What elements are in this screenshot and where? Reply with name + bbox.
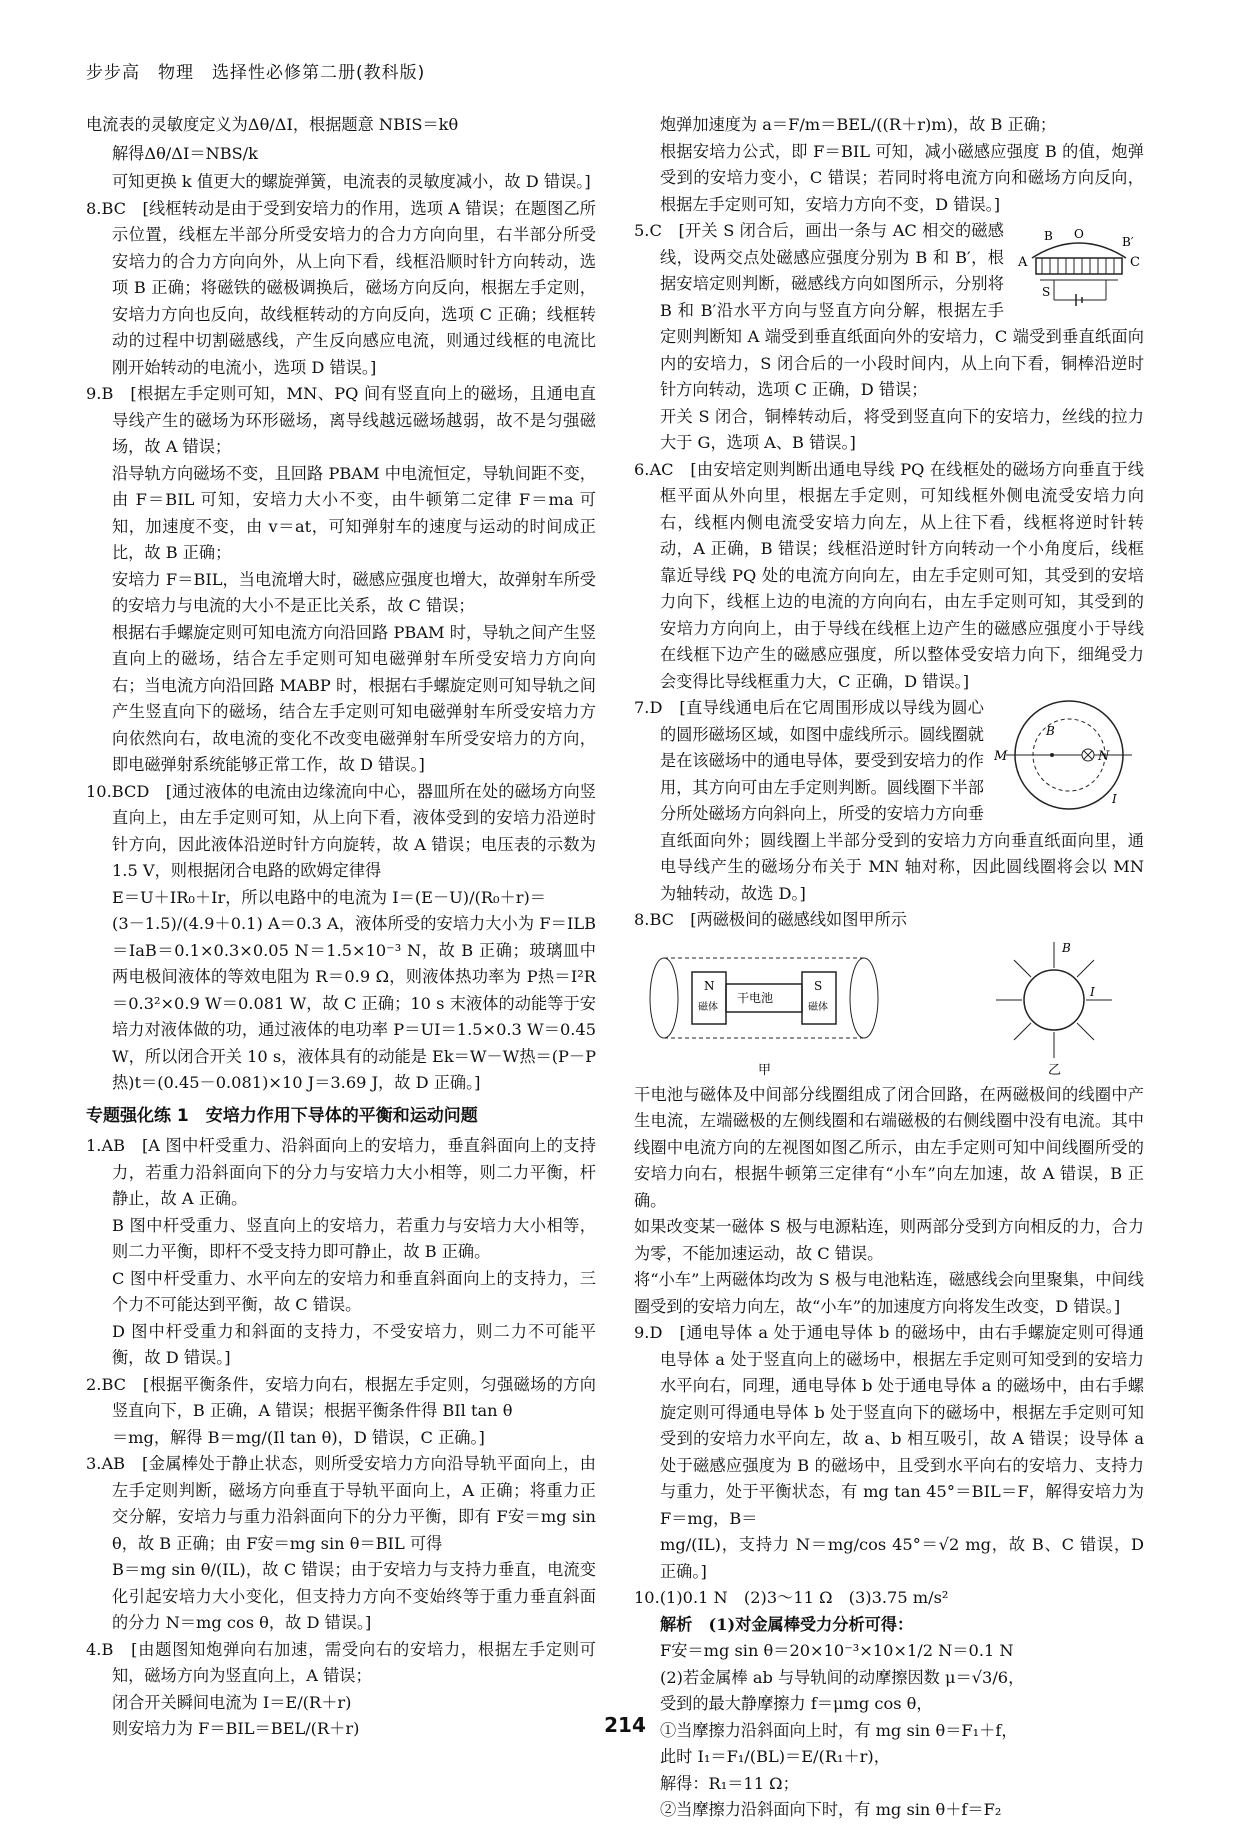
fig7-label-m: M [994, 749, 1008, 764]
figure-5-copper-rod-solenoid [1014, 218, 1144, 308]
figure-8b-coil-left-view [964, 938, 1144, 1078]
paragraph: B＝mg sin θ/(IL)，故 C 错误；由于安培力与支持力垂直，电流变化引起安培力大小变化，但支持力方向不变始终等于重力垂直斜面的分力 N＝mg cos θ，故 D 错误。] [112, 1560, 596, 1632]
fig8a-label-magnet-left: 磁体 [698, 1001, 718, 1013]
fig8b-label-i: I [1090, 984, 1095, 999]
equation: (2)若金属棒 ab 与导轨间的动摩擦因数 μ＝√3/6， [660, 1667, 1025, 1687]
equation: 受到的最大静摩擦力 f＝μmg cos θ， [660, 1694, 933, 1713]
paragraph: 干电池与磁体及中间部分线圈组成了闭合回路，在两磁极间的线圈中产生电流，左端磁极的左侧线圈和右端磁极的右侧线圈中没有电流。其中线圈中电流方向的左视图如图乙所示，由左手定则可知中间线圈所受的安培力向右，根据牛顿第三定律有“小车”向左加速，故 A 错误，B 正确。 [634, 1084, 1144, 1210]
paragraph: 可知更换 k 值更大的螺旋弹簧，电流表的灵敏度减小，故 D 错误。] [112, 172, 591, 191]
paragraph: 根据安培力公式，即 F＝BIL 可知，减小磁感应强度 B 的值，炮弹受到的安培力变小，C 错误；若同时将电流方向和磁场方向反向，根据左手定则可知，安培力方向不变，D 错误。] [660, 141, 1144, 214]
equation: 闭合开关瞬间电流为 I＝E/(R＋r) [112, 1692, 352, 1712]
paragraph: 电流表的灵敏度定义为Δθ/ΔI，根据题意 NBIS＝kθ [86, 115, 459, 134]
fig8a-label-battery: 干电池 [737, 990, 774, 1005]
paragraph: 如果改变某一磁体 S 极与电源粘连，则两部分受到方向相反的力，合力为零，不能加速运动，故 C 错误。 [634, 1217, 1144, 1263]
fig8a-label-s: S [814, 978, 823, 993]
equation: ＝mg，解得 B＝mg/(Il tan θ)，D 错误，C 正确。] [112, 1427, 485, 1447]
equation: 解得Δθ/ΔI＝NBS/k [112, 143, 258, 163]
figure-8-row [634, 938, 1144, 1078]
answer-item-10: 10.BCD [通过液体的电流由边缘流向中心，器皿所在处的磁场方向竖直向上，由左手定则可知，从上向下看，液体受到的安培力沿逆时针方向，因此液体沿逆时针方向旋转，故 A 错误；电压表的示数为 1.5 V，则根据闭合电路的欧姆定律得 [86, 781, 596, 880]
running-header: 步步高 物理 选择性必修第二册(教科版) [86, 63, 426, 83]
fig5-label-o: O [1074, 227, 1084, 241]
answer-item-3: 3.AB [金属棒处于静止状态，则所受安培力方向沿导轨平面向上，由左手定则判断，磁场方向垂直于导轨平面向上，A 正确；将重力正交分解，安培力与重力沿斜面向下的分力平衡，即有 F安＝mg sin θ，故 B 正确；由 F安＝mg sin θ＝BIL 可得 [86, 1454, 596, 1553]
answer-item-7: 7.D [直导线通电后在它周围形成以导线为圆心的圆形磁场区域，如图中虚线所示。圆线圈就是在该磁场中的通电导体，要受到安培力的作用，其方向可由左手定则判断。圆线圈下半部分所处磁场方向斜向上，所受的安培力方向垂直纸面向外；圆线圈上半部分受到的安培力方向垂直纸面向里，通电导线产生的磁场分布关于 MN 轴对称，因此圆线圈将会以 MN 为轴转动，故选 D。] [634, 698, 1144, 903]
answer-item-9: 9.B [根据左手定则可知，MN、PQ 间有竖直向上的磁场，且通电直导线产生的磁场为环形磁场，离导线越远磁场越弱，故不是匀强磁场，故 A 错误； [86, 384, 596, 456]
fig7-label-i: I [1112, 792, 1117, 806]
section-title: 专题强化练 1 安培力作用下导体的平衡和运动问题 [86, 1105, 478, 1126]
fig5-label-c: C [1130, 255, 1140, 270]
paragraph: 开关 S 闭合，铜棒转动后，将受到竖直向下的安培力，丝线的拉力大于 G，选项 A、B 错误。] [660, 406, 1144, 452]
answer-item-10: 10.(1)0.1 N (2)3～11 Ω (3)3.75 m/s² [634, 1588, 949, 1607]
fig5-label-b: B [1044, 229, 1053, 243]
answer-item-1: 1.AB [A 图中杆受重力、沿斜面向上的安培力，垂直斜面向上的支持力，若重力沿斜面向下的分力与安培力大小相等，则二力平衡，杆静止，故 A 正确。 [86, 1136, 596, 1208]
equation: F安＝mg sin θ＝20×10⁻³×10×1/2 N＝0.1 N [660, 1641, 1014, 1660]
answer-item-5: 5.C [开关 S 闭合后，画出一条与 AC 相交的磁感线，设两交点处磁感应强度分别为 B 和 B′，根据安培定则判断，磁感线方向如图所示，分别将 B 和 B′沿水平方向与竖直方向分解，根据左手定则判断知 A 端受到垂直纸面向外的安培力，C 端受到垂直纸面向内的安培力，S 闭合后的一小段时间内，从上向下看，铜棒沿逆时针方向转动，选项 C 正确，D 错误； [634, 221, 1144, 399]
fig8b-label-b: B [1062, 940, 1071, 955]
paragraph: 将“小车”上两磁体均改为 S 极与电池粘连，磁感线会向里聚集，中间线圈受到的安培力向左，故“小车”的加速度方向将发生改变，D 错误。] [634, 1270, 1144, 1316]
answer-item-9: 9.D [通电导体 a 处于通电导体 b 的磁场中，由右手螺旋定则可得通电导体 a 处于竖直向上的磁场中，根据左手定则可知受到的安培力水平向右，同理，通电导体 b 处于通电导体 a 的磁场中，由右手螺旋定则可得通电导体 b 处于竖直向下的磁场中，根据左手定则可知受到的安培力水平向左，故 a、b 相互吸引，故 A 错误；设导体 a 处于磁感应强度为 B 的磁场中，且受到水平向右的安培力、支持力与重力，处于平衡状态，有 mg tan 45°＝BIL＝F，解得安培力为 F＝mg，B＝ [634, 1323, 1144, 1528]
fig8a-label-magnet-right: 磁体 [808, 1001, 828, 1013]
paragraph: 根据右手螺旋定则可知电流方向沿回路 PBAM 时，导轨之间产生竖直向上的磁场，结合左手定则可知电磁弹射车所受安培力方向向右；当电流方向沿回路 MABP 时，根据右手螺旋定则可知导轨之间产生竖直向下的磁场，结合左手定则可知电磁弹射车所受安培力方向依然向右，故电流的变化不改变电磁弹射车所受安培力的方向，即电磁弹射系统能够正常工作，故 D 错误。] [112, 622, 596, 774]
equation: 则安培力为 F＝BIL＝BEL/(R＋r) [112, 1719, 360, 1738]
paragraph: 沿导轨方向磁场不变，且回路 PBAM 中电流恒定，导轨间距不变，由 F＝BIL 可知，安培力大小不变，由牛顿第二定律 F＝ma 可知，加速度不变，由 v＝at，可知弹射车的速度与运动的时间成正比，故 B 正确； [112, 463, 596, 562]
equation: 解得：R₁＝11 Ω； [660, 1773, 799, 1793]
paragraph: (3－1.5)/(4.9＋0.1) A＝0.3 A，液体所受的安培力大小为 F＝ILB＝IaB＝0.1×0.3×0.05 N＝1.5×10⁻³ N，故 B 正确；玻璃皿中两电极间液体的等效电阻为 R＝0.9 Ω，则液体热功率为 P热＝I²R＝0.3²×0.9 W＝0.081 W，故 C 正确；10 s 末液体的动能等于安培力对液体做的功，通过液体的电功率 P＝UI＝1.5×0.3 W＝0.45 W，所以闭合开关 10 s，液体具有的动能是 Ek＝W－W热＝(P－P热)t＝(0.45－0.081)×10 J＝3.69 J，故 D 正确。] [112, 914, 596, 1092]
equation: E＝U＋IR₀＋Ir，所以电路中的电流为 I＝(E－U)/(R₀＋r)＝ [112, 887, 546, 907]
answer-item-4: 4.B [由题图知炮弹向右加速，需受向右的安培力，根据左手定则可知，磁场方向为竖直向上，A 错误； [86, 1639, 596, 1685]
paragraph: D 图中杆受重力和斜面的支持力，不受安培力，则二力不可能平衡，故 D 错误。] [112, 1321, 596, 1367]
fig5-label-a: A [1018, 255, 1028, 270]
answer-item-6: 6.AC [由安培定则判断出通电导线 PQ 在线框处的磁场方向垂直于线框平面从外向里，根据左手定则，可知线框外侧电流受安培力向右，线框内侧电流受安培力向左，从上往下看，线框将逆时针转动，A 正确，B 错误；线框沿逆时针方向转动一个小角度后，线框靠近导线 PQ 处的电流方向向左，由左手定则可知，其受到的安培力向下，线框上边的电流的方向向右，由左手定则可知，其受到的安培力方向向上，由于导线在线框上边产生的磁感应强度小于导线在线框下边产生的磁感应强度，所以整体受安培力向下，细绳受力会变得比导线框重力大，C 正确，D 错误。] [634, 459, 1144, 691]
equation: ②当摩擦力沿斜面向下时，有 mg sin θ＋f＝F₂ [660, 1800, 1002, 1819]
figure-8a-magnets-coil [634, 938, 894, 1078]
equation: 此时 I₁＝F₁/(BL)＝E/(R₁＋r)， [660, 1747, 890, 1766]
fig8a-caption: 甲 [758, 1062, 772, 1078]
fig5-label-b-prime: B′ [1122, 235, 1134, 249]
right-column [634, 112, 1144, 1824]
equation: ①当摩擦力沿斜面向上时，有 mg sin θ＝F₁＋f， [660, 1720, 1018, 1740]
fig8b-caption: 乙 [1048, 1062, 1062, 1078]
fig5-label-s: S [1042, 285, 1051, 299]
paragraph: 安培力 F＝BIL，当电流增大时，磁感应强度也增大，故弹射车所受的安培力与电流的大小不是正比关系，故 C 错误； [112, 569, 596, 615]
equation: mg/(IL)，支持力 N＝mg/cos 45°＝√2 mg，故 B、C 错误，D 正确。] [660, 1535, 1144, 1581]
answer-item-8: 8.BC [两磁极间的磁感线如图甲所示 [634, 910, 907, 929]
answer-item-8: 8.BC [线框转动是由于受到安培力的作用，选项 A 错误；在题图乙所示位置，线框左半部分所受安培力的合力方向向里，右半部分所受安培力的合力方向向外，从上向下看，线框沿顺时针方向转动，选项 B 正确；将磁铁的磁极调换后，磁场方向反向，根据左手定则，安培力方向也反向，故线框转动的方向反向，选项 C 正确；线框转动的过程中切割磁感线，产生反向感应电流，则通过线框的电流比刚开始转动的电流小，选项 D 错误。] [86, 198, 596, 377]
analysis-heading: 解析 (1)对金属棒受力分析可得： [660, 1614, 914, 1634]
left-column [86, 112, 596, 1743]
equation: 炮弹加速度为 a＝F/m＝BEL/((R＋r)m)，故 B 正确； [660, 115, 1057, 134]
fig7-label-n: N [1098, 749, 1110, 764]
page-number: 214 [604, 1713, 646, 1737]
figure-7-circular-coil [994, 695, 1144, 815]
fig8a-label-n: N [704, 978, 715, 993]
fig7-label-b: B [1046, 724, 1055, 738]
answer-item-2: 2.BC [根据平衡条件，安培力向右，根据左手定则，匀强磁场的方向竖直向下，B 正确，A 错误；根据平衡条件得 BIl tan θ [86, 1374, 596, 1420]
paragraph: B 图中杆受重力、竖直向上的安培力，若重力与安培力大小相等，则二力平衡，即杆不受支持力即可静止，故 B 正确。 [112, 1215, 596, 1261]
paragraph: C 图中杆受重力、水平向左的安培力和垂直斜面向上的支持力，三个力不可能达到平衡，故 C 错误。 [112, 1268, 596, 1314]
